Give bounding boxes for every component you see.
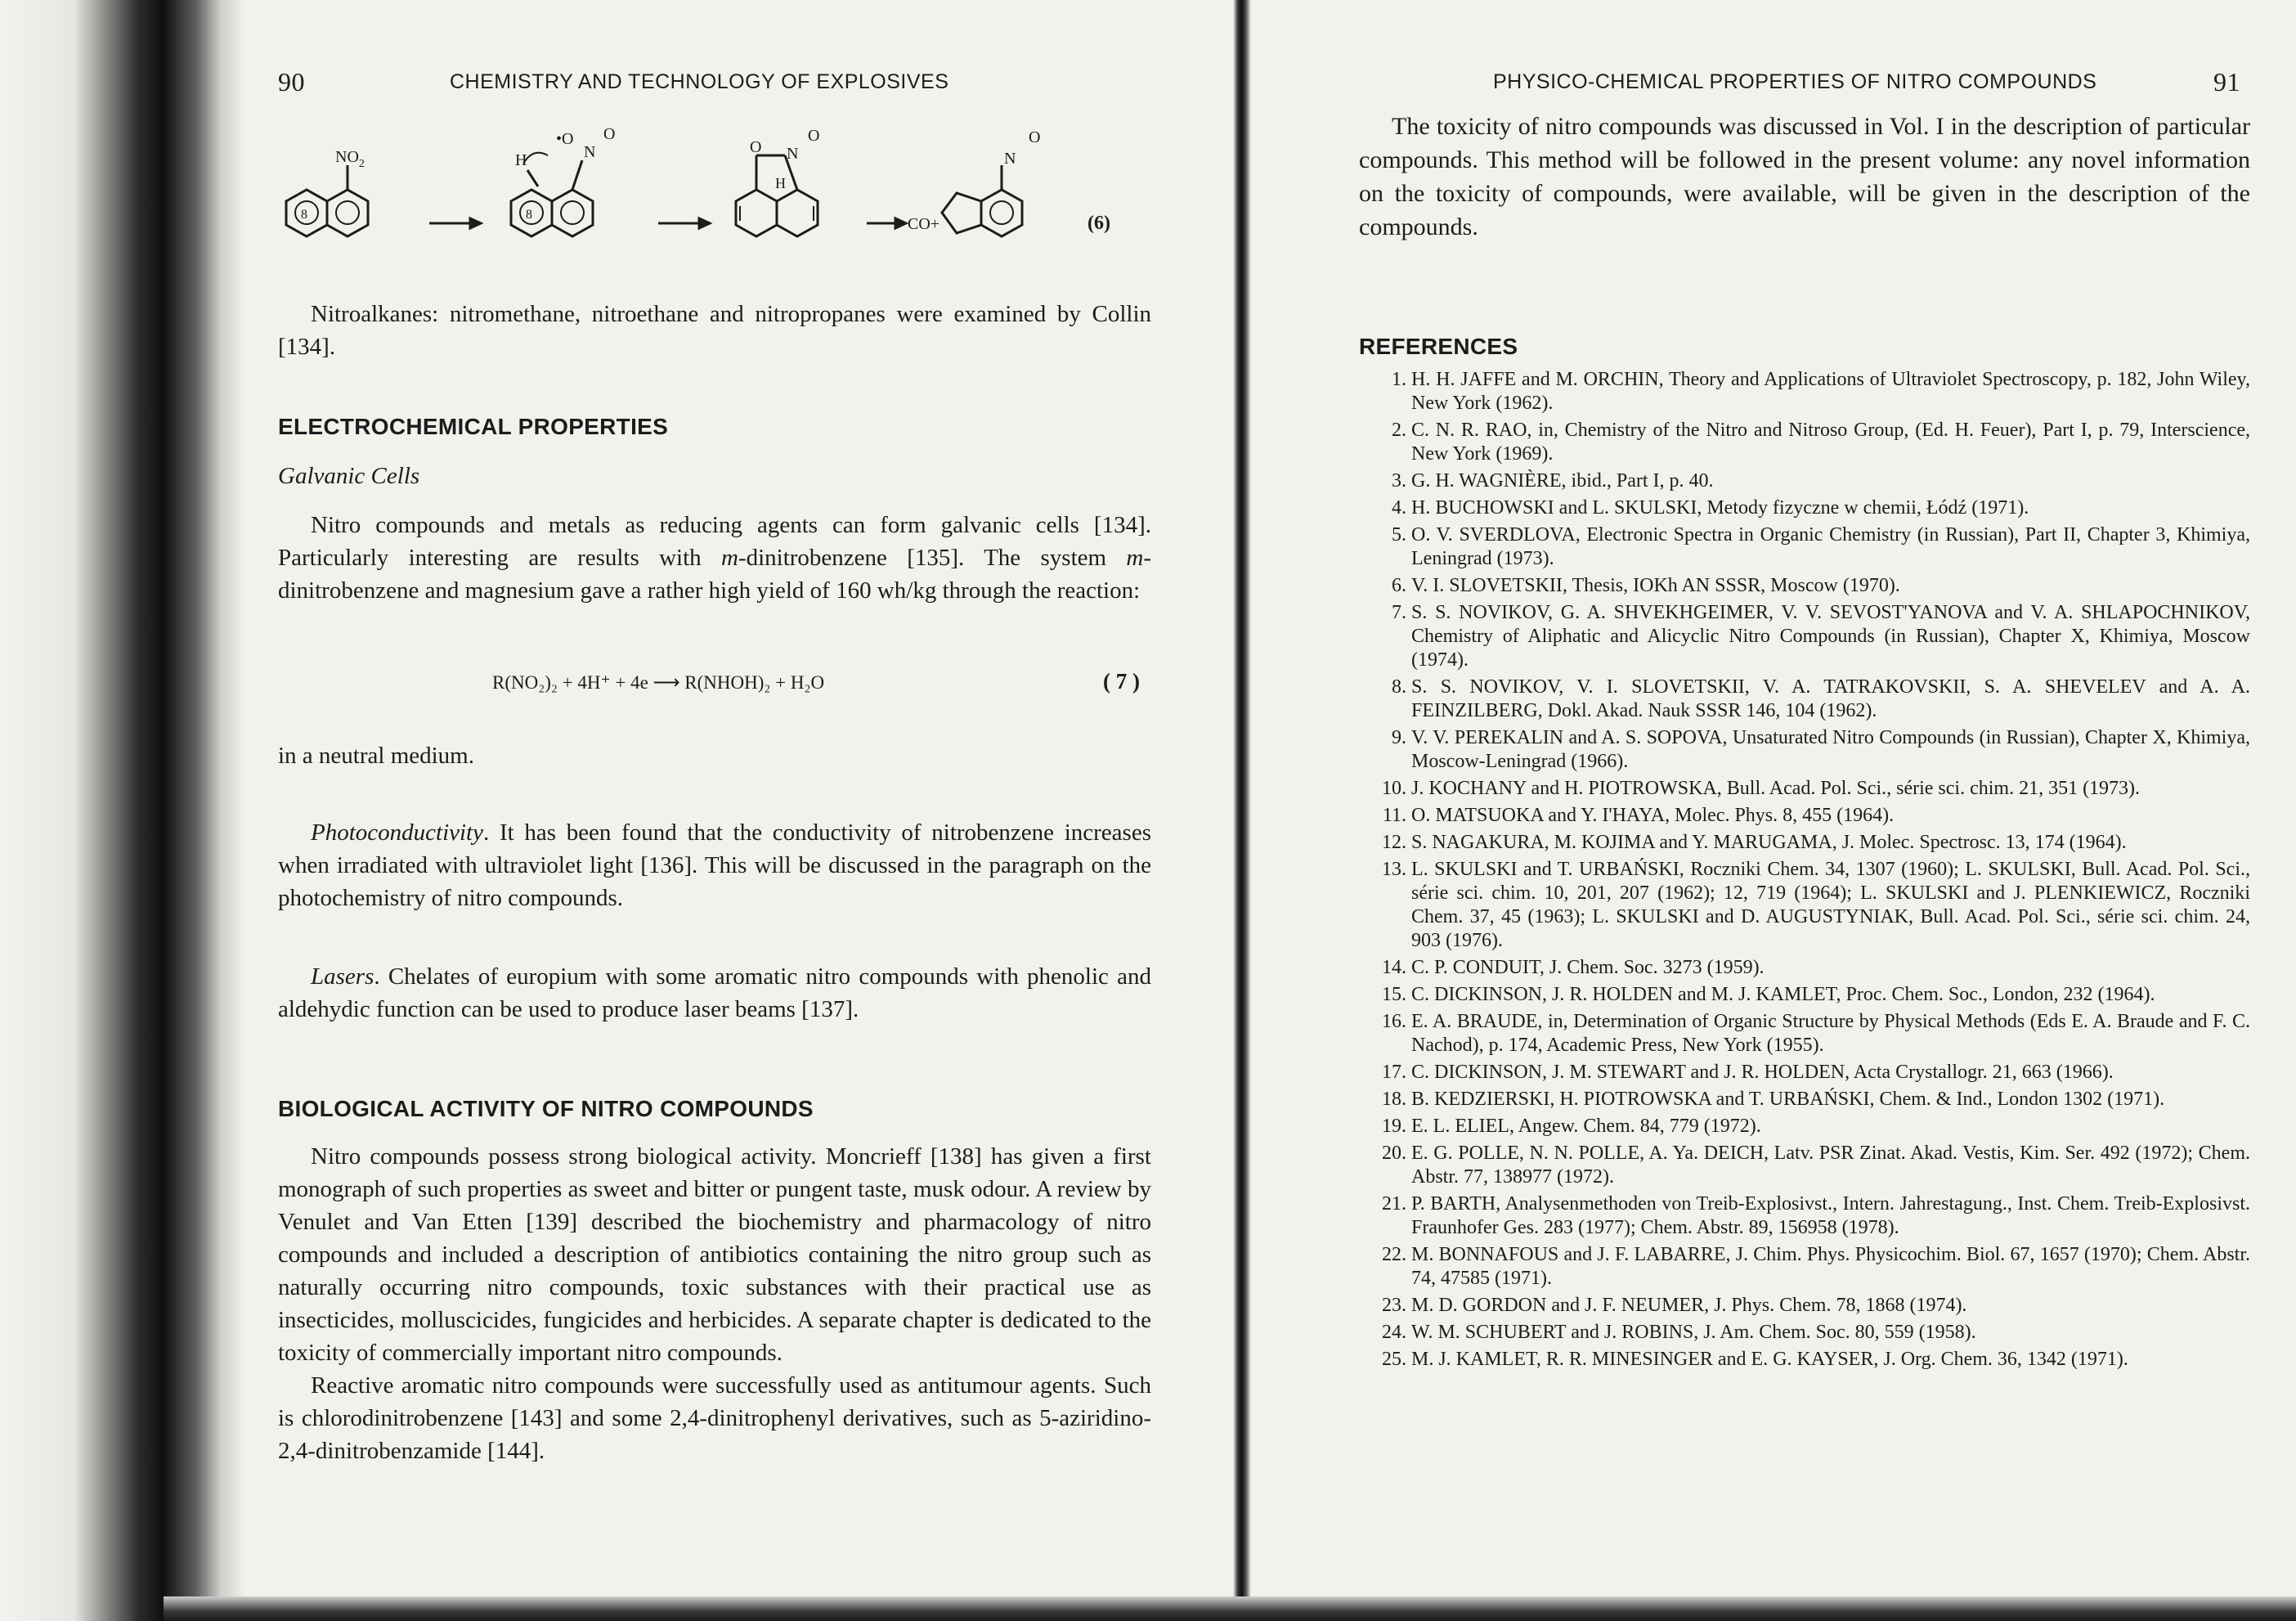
text-galvanic-c: -dinitrobenzene [135]. The system: [738, 545, 1127, 571]
reference-text: M. D. GORDON and J. F. NEUMER, J. Phys. Chem. 78, 1868 (1974).: [1411, 1295, 1967, 1316]
subheading-galvanic-cells: Galvanic Cells: [278, 463, 420, 489]
text-galvanic: [278, 509, 1151, 607]
reference-text: E. L. ELIEL, Angew. Chem. 84, 779 (1972).: [1411, 1116, 1761, 1137]
reference-number: 23.: [1382, 1295, 1406, 1316]
label-no2: $NO_2$: [335, 148, 365, 170]
reference-item: [1359, 956, 2250, 980]
reference-item: [1359, 574, 2250, 598]
label-co-plus: CO+: [908, 215, 940, 233]
label-n-bridge: N: [787, 145, 799, 163]
reference-text: S. S. NOVIKOV, G. A. SHVEKHGEIMER, V. V. SEVOST'YANOVA and V. A. SHLAPOCHNIKOV, Chemistry of Aliphatic and Alicyclic Nitro Compounds (in Russian), Chapter X, Khimiya, Moscow (1974).: [1411, 602, 2250, 671]
reference-item: [1359, 983, 2250, 1007]
reference-item: [1359, 1294, 2250, 1318]
reference-text: C. P. CONDUIT, J. Chem. Soc. 3273 (1959).: [1411, 957, 1765, 978]
text-lasers-body: . Chelates of europium with some aromatic nitro compounds with phenolic and aldehydic function can be used to produce laser beams [137].: [278, 963, 1151, 1022]
equation-number: ( 7 ): [1103, 669, 1140, 694]
reference-item: [1359, 1192, 2250, 1240]
paragraph-neutral-medium: [278, 739, 1151, 772]
text-bio-2: Reactive aromatic nitro compounds were successfully used as antitumour agents. Such is chlorodinitrobenzene [143] and some 2,4-dinitrophenyl derivatives, such as 5-aziridino-2,4-dinitrobenzamide [144].: [278, 1372, 1151, 1464]
reference-number: 3.: [1392, 470, 1406, 492]
label-o-top: O: [808, 127, 820, 145]
reference-number: 1.: [1392, 369, 1406, 390]
page-number: 90: [278, 67, 305, 97]
right-page: [1359, 0, 2250, 1621]
reference-number: 9.: [1392, 727, 1406, 748]
page-number: 91: [2213, 67, 2240, 97]
reference-number: 15.: [1382, 984, 1406, 1005]
equation-body: R(NO₂)₂ + 4H⁺ + 4e ⟶ R(NHOH)₂ + H₂O: [492, 672, 825, 693]
reference-text: E. A. BRAUDE, in, Determination of Organic Structure by Physical Methods (Eds E. A. Braude and F. C. Nachod), p. 174, Academic Press, New York (1955).: [1411, 1011, 2250, 1056]
term-photoconductivity: Photoconductivity: [311, 819, 483, 846]
reference-text: P. BARTH, Analysenmethoden von Treib-Explosivst., Intern. Jahrestagung., Inst. Chem. Treib-Explosivst. Fraunhofer Ges. 283 (1977); Chem. Abstr. 89, 156958 (1978).: [1411, 1193, 2250, 1238]
reference-item: [1359, 1243, 2250, 1291]
paragraph-galvanic: [278, 509, 1151, 607]
reference-number: 21.: [1382, 1193, 1406, 1215]
naphthalene-ring-b: [327, 190, 368, 236]
reference-item: [1359, 777, 2250, 801]
reference-item: [1359, 523, 2250, 571]
reference-number: 10.: [1382, 778, 1406, 799]
references-list: [1359, 368, 2250, 1375]
reaction-scheme-6: [278, 115, 1151, 278]
heading-biological-activity: BIOLOGICAL ACTIVITY OF NITRO COMPOUNDS: [278, 1096, 814, 1121]
paragraph-nitroalkanes: [278, 298, 1151, 363]
reference-number: 11.: [1382, 805, 1406, 826]
reference-number: 25.: [1382, 1349, 1406, 1370]
heading-references: REFERENCES: [1359, 334, 1518, 359]
heading-electrochemical: ELECTROCHEMICAL PROPERTIES: [278, 414, 669, 439]
reference-item: [1359, 469, 2250, 493]
reference-item: [1359, 496, 2250, 520]
label-h: H: [515, 151, 527, 169]
reference-text: V. I. SLOVETSKII, Thesis, IOKh AN SSSR, Moscow (1970).: [1411, 575, 1900, 596]
reaction-scheme-drawing: [278, 115, 1151, 278]
label-n: N: [584, 143, 596, 161]
reference-text: H. H. JAFFE and M. ORCHIN, Theory and Applications of Ultraviolet Spectroscopy, p. 182, John Wiley, New York (1962).: [1411, 369, 2250, 414]
reference-text: W. M. SCHUBERT and J. ROBINS, J. Am. Chem. Soc. 80, 559 (1958).: [1411, 1322, 1976, 1343]
reference-item: [1359, 1348, 2250, 1372]
scan-spine-shadow: [0, 0, 245, 1621]
reference-item: [1359, 726, 2250, 774]
running-title: CHEMISTRY AND TECHNOLOGY OF EXPLOSIVES: [450, 70, 949, 93]
left-page: [278, 0, 1151, 1621]
reference-number: 5.: [1392, 524, 1406, 546]
reference-number: 4.: [1392, 497, 1406, 519]
reference-item: [1359, 1142, 2250, 1189]
reference-text: O. V. SVERDLOVA, Electronic Spectra in Organic Chemistry (in Russian), Part II, Chapter 3, Khimiya, Leningrad (1973).: [1411, 524, 2250, 569]
reference-number: 17.: [1382, 1062, 1406, 1083]
reference-number: 24.: [1382, 1322, 1406, 1343]
text-photo-body: . It has been found that the conductivity of nitrobenzene increases when irradiated with ultraviolet light [136]. This will be discussed in the paragraph on the photochemistry of nitro compounds.: [278, 819, 1151, 911]
reference-text: M. J. KAMLET, R. R. MINESINGER and E. G. KAYSER, J. Org. Chem. 36, 1342 (1971).: [1411, 1349, 2128, 1370]
reference-text: S. S. NOVIKOV, V. I. SLOVETSKII, V. A. TATRAKOVSKII, S. A. SHEVELEV and A. A. FEINZILBERG, Dokl. Akad. Nauk SSSR 146, 104 (1962).: [1411, 676, 2250, 721]
label-ring-8: 8: [301, 208, 307, 222]
label-o-bridge: O: [750, 138, 762, 156]
reference-item: [1359, 676, 2250, 723]
text-galvanic-m2: m: [1126, 545, 1144, 571]
reference-number: 14.: [1382, 957, 1406, 978]
label-o-radical: •O: [556, 130, 574, 148]
text-bio-1: Nitro compounds possess strong biological activity. Moncrieff [138] has given a first monograph of such properties as sweet and bitter or pungent taste, musk odour. A review by Venulet and Van Etten [139] described the biochemistry and pharmacology of nitro compounds and included a description of antibiotics containing the nitro group such as naturally occurring nitro compounds, toxic substances with their practical use as insecticides, molluscicides, fungicides and herbicides. A separate chapter is dedicated to the toxicity of commercially important nitro compounds.: [278, 1143, 1151, 1366]
scheme-number: (6): [1087, 213, 1110, 234]
reference-text: M. BONNAFOUS and J. F. LABARRE, J. Chim. Phys. Physicochim. Biol. 67, 1657 (1970); Chem. Abstr. 74, 47585 (1971).: [1411, 1244, 2250, 1289]
reference-item: [1359, 1088, 2250, 1111]
reference-number: 7.: [1392, 602, 1406, 623]
text-toxicity: The toxicity of nitro compounds was discussed in Vol. I in the description of particular compounds. This method will be followed in the present volume: any novel information on the toxicity of compounds, were available, will be given in the description of the compounds.: [1359, 113, 2250, 240]
label-o-product: O: [1029, 128, 1041, 146]
reference-number: 18.: [1382, 1089, 1406, 1110]
reference-item: [1359, 1061, 2250, 1084]
reference-item: [1359, 804, 2250, 828]
term-lasers: Lasers: [311, 963, 374, 990]
reference-text: E. G. POLLE, N. N. POLLE, A. Ya. DEICH, Latv. PSR Zinat. Akad. Vestis, Kim. Ser. 492 (1972); Chem. Abstr. 77, 138977 (1972).: [1411, 1143, 2250, 1188]
paragraph-toxicity: [1359, 110, 2250, 244]
text-galvanic-m1: m: [720, 545, 738, 571]
label-o: O: [603, 125, 616, 143]
running-head-right: [1359, 67, 2250, 100]
reference-item: [1359, 419, 2250, 466]
reference-number: 8.: [1392, 676, 1406, 698]
text-photoconductivity: [278, 816, 1151, 914]
label-ring-8b: 8: [526, 208, 532, 222]
label-n-product: N: [1004, 150, 1016, 168]
book-gutter: [1233, 0, 1251, 1621]
reference-text: O. MATSUOKA and Y. I'HAYA, Molec. Phys. 8, 455 (1964).: [1411, 805, 1895, 826]
reference-text: C. DICKINSON, J. R. HOLDEN and M. J. KAMLET, Proc. Chem. Soc., London, 232 (1964).: [1411, 984, 2155, 1005]
equation-7: [278, 669, 1151, 702]
text-nitroalkanes: Nitroalkanes: nitromethane, nitroethane and nitropropanes were examined by Collin [134].: [278, 301, 1151, 360]
reference-text: B. KEDZIERSKI, H. PIOTROWSKA and T. URBAŃSKI, Chem. & Ind., London 1302 (1971).: [1411, 1089, 2165, 1110]
reference-text: L. SKULSKI and T. URBAŃSKI, Roczniki Chem. 34, 1307 (1960); L. SKULSKI, Bull. Acad. Pol. Sci., série sci. chim. 10, 201, 207 (1962); 12, 719 (1964); L. SKULSKI and J. PLENKIEWICZ, Roczniki Chem. 37, 45 (1963); L. SKULSKI and D. AUGUSTYNIAK, Bull. Acad. Pol. Sci., série sci. chim. 24, 903 (1976).: [1411, 859, 2250, 951]
reference-text: S. NAGAKURA, M. KOJIMA and Y. MARUGAMA, J. Molec. Spectrosc. 13, 174 (1964).: [1411, 832, 2127, 853]
reference-text: V. V. PEREKALIN and A. S. SOPOVA, Unsaturated Nitro Compounds (in Russian), Chapter X, Khimiya, Moscow-Leningrad (1966).: [1411, 727, 2250, 772]
reference-number: 6.: [1392, 575, 1406, 596]
reference-item: [1359, 368, 2250, 415]
reference-number: 20.: [1382, 1143, 1406, 1164]
label-h-bridge: H: [775, 175, 786, 191]
paragraph-photoconductivity: [278, 816, 1151, 914]
reference-text: J. KOCHANY and H. PIOTROWSKA, Bull. Acad. Pol. Sci., série sci. chim. 21, 351 (1973).: [1411, 778, 2141, 799]
reference-number: 16.: [1382, 1011, 1406, 1032]
running-head-left: [278, 67, 1151, 100]
reference-number: 12.: [1382, 832, 1406, 853]
reference-item: [1359, 1115, 2250, 1138]
reference-number: 22.: [1382, 1244, 1406, 1265]
reference-item: [1359, 1010, 2250, 1057]
paragraph-biological: [278, 1140, 1151, 1467]
reference-item: [1359, 858, 2250, 953]
paragraph-lasers: [278, 960, 1151, 1026]
reference-number: 2.: [1392, 420, 1406, 441]
reference-text: H. BUCHOWSKI and L. SKULSKI, Metody fizyczne w chemii, Łódź (1971).: [1411, 497, 2029, 519]
text-galvanic-a: Nitro compounds and metals as reducing agents can form galvanic cells [134]. Particularly interesting are results with: [278, 512, 1151, 571]
running-title: PHYSICO-CHEMICAL PROPERTIES OF NITRO COMPOUNDS: [1493, 70, 2097, 93]
reference-text: C. DICKINSON, J. M. STEWART and J. R. HOLDEN, Acta Crystallogr. 21, 663 (1966).: [1411, 1062, 2114, 1083]
reference-number: 19.: [1382, 1116, 1406, 1137]
text-lasers: [278, 960, 1151, 1026]
reference-item: [1359, 601, 2250, 672]
reference-text: G. H. WAGNIÈRE, ibid., Part I, p. 40.: [1411, 470, 1714, 492]
reference-item: [1359, 1321, 2250, 1345]
reference-item: [1359, 831, 2250, 855]
text-neutral: in a neutral medium.: [278, 743, 474, 769]
reference-number: 13.: [1382, 859, 1406, 880]
reference-text: C. N. R. RAO, in, Chemistry of the Nitro and Nitroso Group, (Ed. H. Feuer), Part I, p. 79, Interscience, New York (1969).: [1411, 420, 2250, 465]
text-galvanic-e: -dinitrobenzene and magnesium gave a rather high yield of 160 wh/kg through the reaction:: [278, 545, 1152, 604]
